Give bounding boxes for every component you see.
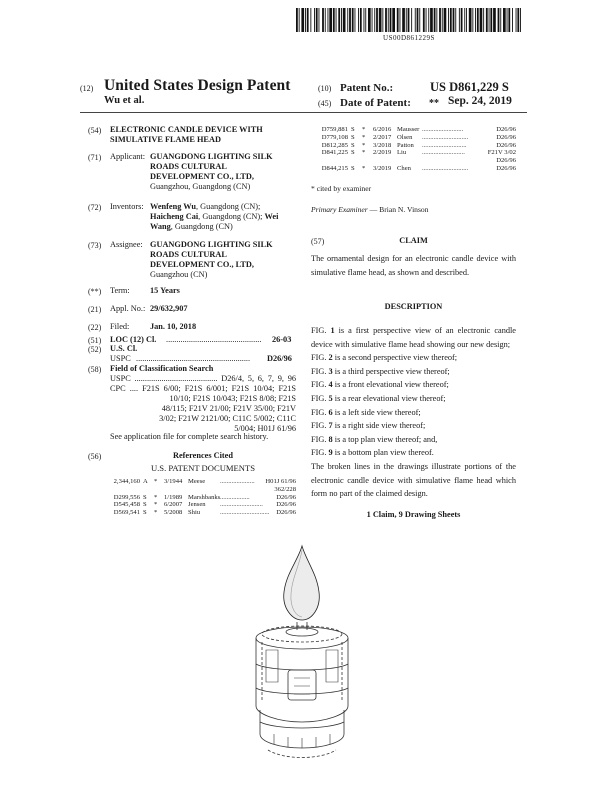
reference-cls: D26/96 bbox=[276, 493, 296, 501]
reference-star: * bbox=[362, 133, 366, 141]
claim-text: The ornamental design for an electronic candle device with simulative flame head, as shown and described. bbox=[311, 254, 516, 277]
figure-description bbox=[311, 351, 516, 365]
reference-date: 2/2017 bbox=[373, 133, 392, 141]
fig-word: FIG. bbox=[311, 366, 327, 376]
fig-number: 4 bbox=[328, 380, 333, 390]
code-57: (57) bbox=[311, 237, 325, 246]
applicant-line2: ROADS CULTURAL bbox=[150, 162, 227, 171]
barcode-bar bbox=[436, 8, 437, 32]
fig-text: is a second perspective view thereof; bbox=[332, 353, 458, 363]
code-10: (10) bbox=[318, 84, 332, 93]
barcode-bar bbox=[299, 8, 300, 32]
invention-title-line2: SIMULATIVE FLAME HEAD bbox=[110, 135, 221, 144]
code-term: (**) bbox=[88, 287, 102, 296]
reference-name: Meese bbox=[188, 478, 206, 485]
figure-description bbox=[311, 324, 516, 351]
barcode-bar bbox=[347, 8, 348, 32]
code-72: (72) bbox=[88, 203, 102, 212]
reference-name: Shiu bbox=[188, 509, 201, 517]
broken-lines-note: The broken lines in the drawings illustrate portions of the electronic candle device with simulative flame head which form no part of the claimed design. bbox=[311, 462, 516, 499]
barcode-bar bbox=[333, 8, 335, 32]
primary-examiner: Primary Examiner — Brian N. Vinson bbox=[311, 205, 429, 214]
barcode-bar bbox=[329, 8, 332, 32]
reference-kind: S bbox=[143, 509, 147, 517]
fig-text: is a left side view thereof; bbox=[332, 407, 421, 417]
fig-word: FIG. bbox=[311, 393, 327, 403]
term-label: Term: bbox=[110, 286, 130, 295]
barcode-bar bbox=[461, 8, 463, 32]
barcode-bar bbox=[417, 8, 419, 32]
fig-text: is a first perspective view of an electronic candle device with simulative flame head showing our new design; bbox=[311, 326, 516, 349]
applicant-line3: DEVELOPMENT CO., LTD, bbox=[150, 172, 254, 181]
barcode-bar bbox=[508, 8, 510, 32]
barcode-bar bbox=[520, 8, 521, 32]
fig-word: FIG. bbox=[311, 421, 327, 431]
applicant-line1: GUANGDONG LIGHTING SILK bbox=[150, 152, 273, 161]
reference-star: * bbox=[154, 501, 158, 509]
barcode-bar bbox=[486, 8, 488, 32]
patent-date: Sep. 24, 2019 bbox=[448, 95, 512, 107]
barcode-bar bbox=[343, 8, 346, 32]
reference-dots: ..................... bbox=[220, 478, 255, 485]
reference-star: * bbox=[154, 478, 158, 485]
reference-cls: D26/96 bbox=[496, 157, 516, 165]
barcode-bar bbox=[489, 8, 490, 32]
barcode-bar bbox=[301, 8, 304, 32]
barcode-bar bbox=[483, 8, 484, 32]
reference-name: Liu bbox=[397, 149, 407, 157]
claim-heading: CLAIM bbox=[399, 236, 428, 245]
barcode-bar bbox=[372, 8, 373, 32]
barcode-bar bbox=[406, 8, 407, 32]
reference-dots: ......................... bbox=[422, 126, 464, 133]
barcode-bar bbox=[322, 8, 324, 32]
figure-description bbox=[311, 378, 516, 392]
barcode-bar bbox=[439, 8, 441, 32]
references-heading: References Cited bbox=[173, 451, 233, 460]
reference-num: D545,458 bbox=[113, 501, 140, 509]
term-value: 15 Years bbox=[150, 286, 180, 295]
figure-description bbox=[311, 433, 516, 447]
reference-date: 6/2016 bbox=[373, 126, 392, 133]
code-21: (21) bbox=[88, 305, 102, 314]
reference-kind: A bbox=[143, 478, 148, 485]
reference-num: D759,881 bbox=[321, 126, 348, 133]
fig-word: FIG. bbox=[311, 448, 327, 458]
reference-cls: D26/96 bbox=[276, 509, 296, 517]
barcode-bar bbox=[316, 8, 318, 32]
fig-text: is a rear elevational view thereof; bbox=[332, 393, 446, 403]
field-cpc-line3: 48/115; F21V 21/00; F21V 35/00; F21V bbox=[161, 404, 296, 413]
barcode-bar bbox=[516, 8, 517, 32]
fig-number: 8 bbox=[328, 434, 333, 444]
description-heading: DESCRIPTION bbox=[384, 302, 443, 311]
field-search-label: Field of Classification Search bbox=[110, 364, 214, 373]
date-label: Date of Patent: bbox=[340, 97, 411, 109]
reference-cls: H01J 61/96 bbox=[265, 478, 296, 485]
patent-number-label: Patent No.: bbox=[340, 82, 394, 94]
field-history-note: See application file for complete search history. bbox=[110, 432, 269, 441]
barcode-bar bbox=[430, 8, 433, 32]
inventor-1: Wenfeng Wu, Guangdong (CN); bbox=[150, 202, 261, 211]
barcode-number: US00D861229S bbox=[383, 34, 435, 42]
reference-num: D569,541 bbox=[113, 509, 140, 517]
fig-word: FIG. bbox=[311, 434, 327, 444]
reference-date: 6/2007 bbox=[164, 501, 183, 509]
barcode bbox=[296, 8, 522, 32]
figure-description bbox=[311, 392, 516, 406]
applicant-line4: Guangzhou, Guangdong (CN) bbox=[150, 182, 251, 191]
fig-word: FIG. bbox=[311, 407, 327, 417]
assignee-line1: GUANGDONG LIGHTING SILK bbox=[150, 240, 273, 249]
appl-label: Appl. No.: bbox=[110, 304, 146, 313]
reference-cls: D26/96 bbox=[496, 141, 516, 149]
reference-star: * bbox=[154, 509, 158, 517]
reference-cls: D26/96 bbox=[496, 133, 516, 141]
invention-title-line1: ELECTRONIC CANDLE DEVICE WITH bbox=[110, 125, 263, 134]
barcode-bar bbox=[464, 8, 465, 32]
barcode-bar bbox=[426, 8, 427, 32]
reference-dots: .................. bbox=[220, 493, 250, 501]
fig-number: 3 bbox=[328, 366, 333, 376]
barcode-bar bbox=[352, 8, 354, 32]
field-cpc-line4: 3/02; F21W 2121/00; C11C 5/002; C11C bbox=[159, 414, 296, 423]
barcode-bar bbox=[512, 8, 513, 32]
reference-dots: .......................... bbox=[422, 149, 465, 157]
reference-cls: D26/96 bbox=[276, 501, 296, 509]
loc-label: LOC (12) Cl. bbox=[110, 335, 157, 344]
barcode-bar bbox=[368, 8, 371, 32]
inventors-short: Wu et al. bbox=[104, 95, 145, 106]
barcode-bar bbox=[355, 8, 356, 32]
fig-number: 1 bbox=[330, 326, 335, 335]
code-45: (45) bbox=[318, 99, 332, 108]
field-uspc-line: USPC ........................................ D26/4, 5, 6, 7, 9, 96 bbox=[110, 374, 296, 383]
inventors-label: Inventors: bbox=[110, 202, 144, 211]
reference-date: 3/2018 bbox=[373, 141, 392, 149]
barcode-bar bbox=[385, 8, 387, 32]
barcode-bar bbox=[503, 8, 506, 32]
filed-label: Filed: bbox=[110, 322, 130, 331]
loc-leader: .............................................. bbox=[166, 335, 262, 344]
barcode-bar bbox=[500, 8, 501, 32]
fig-number: 7 bbox=[328, 421, 333, 431]
assignee-line2: ROADS CULTURAL bbox=[150, 250, 227, 259]
code-51: (51) bbox=[88, 336, 102, 345]
candle-device-drawing bbox=[240, 538, 350, 778]
uscl-label: U.S. Cl. bbox=[110, 344, 138, 353]
barcode-bar bbox=[314, 8, 315, 32]
barcode-bar bbox=[444, 8, 447, 32]
fig-text: is a bottom plan view thereof. bbox=[332, 448, 434, 458]
reference-name: Chen bbox=[397, 165, 411, 172]
barcode-bar bbox=[310, 8, 311, 32]
uscl-sub: USPC bbox=[110, 354, 131, 363]
header-rule bbox=[80, 112, 527, 113]
barcode-bar bbox=[336, 8, 337, 32]
reference-kind: S bbox=[143, 501, 147, 509]
reference-cls: D26/96 bbox=[496, 165, 516, 172]
barcode-bar bbox=[374, 8, 375, 32]
barcode-bar bbox=[307, 8, 309, 32]
reference-num: D299,556 bbox=[113, 493, 140, 501]
reference-star: * bbox=[362, 165, 366, 172]
barcode-bar bbox=[379, 8, 382, 32]
claims-count: 1 Claim, 9 Drawing Sheets bbox=[366, 510, 461, 519]
barcode-bar bbox=[364, 8, 365, 32]
reference-name: Jensen bbox=[188, 501, 206, 509]
reference-kind: S bbox=[351, 165, 355, 172]
barcode-bar bbox=[498, 8, 500, 32]
figure-description bbox=[311, 446, 516, 460]
fig-number: 2 bbox=[328, 353, 333, 363]
reference-date: 1/1989 bbox=[164, 493, 183, 501]
reference-cls: 362/228 bbox=[274, 485, 296, 493]
uscl-value: D26/96 bbox=[267, 354, 292, 363]
barcode-bar bbox=[423, 8, 425, 32]
assignee-line4: Guangzhou (CN) bbox=[150, 270, 208, 279]
barcode-bar bbox=[466, 8, 467, 32]
barcode-bar bbox=[408, 8, 410, 32]
barcode-bar bbox=[469, 8, 472, 32]
document-type: United States Design Patent bbox=[104, 77, 291, 94]
inventor-2: Haicheng Cai, Guangdong (CN); Wei bbox=[150, 212, 279, 221]
barcode-bar bbox=[296, 8, 298, 32]
term-extension-mark: ** bbox=[429, 98, 439, 109]
code-52: (52) bbox=[88, 345, 102, 354]
code-54: (54) bbox=[88, 126, 102, 135]
code-56: (56) bbox=[88, 452, 102, 461]
fig-number: 6 bbox=[328, 407, 333, 417]
assignee-line3: DEVELOPMENT CO., LTD, bbox=[150, 260, 254, 269]
barcode-bar bbox=[338, 8, 340, 32]
code-12: (12) bbox=[80, 84, 94, 93]
barcode-bar bbox=[480, 8, 483, 32]
barcode-bar bbox=[450, 8, 452, 32]
barcode-bar bbox=[507, 8, 508, 32]
field-cpc-line5: 5/004; H01J 61/96 bbox=[234, 424, 296, 433]
barcode-bar bbox=[402, 8, 405, 32]
uscl-leader: ....................................................... bbox=[136, 354, 251, 363]
reference-star: * bbox=[154, 493, 158, 501]
fig-word: FIG. bbox=[311, 326, 327, 335]
barcode-bar bbox=[477, 8, 479, 32]
barcode-bar bbox=[376, 8, 378, 32]
figure-descriptions bbox=[311, 324, 516, 460]
code-71: (71) bbox=[88, 153, 102, 162]
inventor-3: Wang, Guangdong (CN) bbox=[150, 222, 233, 231]
barcode-bar bbox=[419, 8, 420, 32]
reference-num: D841,225 bbox=[321, 149, 348, 157]
barcode-bar bbox=[319, 8, 320, 32]
barcode-bar bbox=[448, 8, 449, 32]
reference-dots: .......................... bbox=[220, 501, 263, 509]
reference-name: Mausser bbox=[397, 126, 420, 133]
reference-kind: S bbox=[351, 149, 355, 157]
figure-description bbox=[311, 419, 516, 433]
fig-text: is a top plan view thereof; and, bbox=[332, 434, 438, 444]
reference-cls: F21V 3/02 bbox=[487, 149, 516, 157]
barcode-bar bbox=[390, 8, 392, 32]
patent-number: US D861,229 S bbox=[430, 80, 509, 94]
barcode-bar bbox=[459, 8, 460, 32]
loc-value: 26-03 bbox=[272, 335, 292, 344]
fig-word: FIG. bbox=[311, 380, 327, 390]
barcode-bar bbox=[360, 8, 362, 32]
barcode-bar bbox=[490, 8, 492, 32]
barcode-bar bbox=[434, 8, 436, 32]
barcode-bar bbox=[392, 8, 395, 32]
barcode-bar bbox=[365, 8, 366, 32]
fig-number: 5 bbox=[328, 393, 333, 403]
barcode-bar bbox=[472, 8, 473, 32]
barcode-bar bbox=[411, 8, 412, 32]
reference-date: 3/2019 bbox=[373, 165, 392, 172]
barcode-bar bbox=[305, 8, 306, 32]
barcode-bar bbox=[341, 8, 342, 32]
reference-star: * bbox=[362, 149, 366, 157]
reference-cls: D26/96 bbox=[496, 126, 516, 133]
reference-name: Olsen bbox=[397, 133, 413, 141]
barcode-bar bbox=[358, 8, 359, 32]
us-patent-docs-heading: U.S. PATENT DOCUMENTS bbox=[150, 463, 256, 473]
barcode-bar bbox=[349, 8, 351, 32]
barcode-bar bbox=[475, 8, 476, 32]
reference-kind: S bbox=[351, 133, 355, 141]
barcode-bar bbox=[428, 8, 429, 32]
figure-description bbox=[311, 365, 516, 379]
barcode-bar bbox=[400, 8, 401, 32]
reference-dots: .............................. bbox=[220, 509, 270, 517]
barcode-bar bbox=[382, 8, 383, 32]
code-22: (22) bbox=[88, 323, 102, 332]
cited-by-examiner: * cited by examiner bbox=[311, 184, 372, 193]
barcode-bar bbox=[415, 8, 416, 32]
barcode-bar bbox=[493, 8, 496, 32]
assignee-label: Assignee: bbox=[110, 240, 143, 249]
barcode-bar bbox=[397, 8, 399, 32]
fig-number: 9 bbox=[328, 448, 333, 458]
reference-date: 5/2008 bbox=[164, 509, 183, 517]
barcode-bar bbox=[325, 8, 326, 32]
barcode-bar bbox=[388, 8, 389, 32]
barcode-bar bbox=[442, 8, 443, 32]
reference-name: Marshbanks bbox=[188, 493, 221, 501]
reference-num: D779,108 bbox=[321, 133, 348, 141]
code-58: (58) bbox=[88, 365, 102, 374]
appl-value: 29/632,907 bbox=[150, 304, 188, 313]
fig-text: is a front elevational view thereof; bbox=[332, 380, 449, 390]
barcode-bar bbox=[517, 8, 519, 32]
reference-dots: ........................... bbox=[422, 141, 467, 149]
barcode-bar bbox=[455, 8, 456, 32]
fig-text: is a third perspective view thereof; bbox=[332, 366, 450, 376]
reference-kind: S bbox=[143, 493, 147, 501]
filed-value: Jan. 10, 2018 bbox=[150, 322, 197, 331]
applicant-label: Applicant: bbox=[110, 152, 146, 161]
reference-date: 3/1944 bbox=[164, 478, 183, 485]
reference-num: D812,285 bbox=[321, 141, 348, 149]
reference-dots: ............................ bbox=[422, 165, 469, 172]
barcode-bar bbox=[328, 8, 329, 32]
reference-star: * bbox=[362, 126, 366, 133]
fig-word: FIG. bbox=[311, 353, 327, 363]
reference-kind: S bbox=[351, 126, 355, 133]
field-cpc-line2: 10/10; F21S 10/043; F21S 8/08; F21S bbox=[169, 394, 296, 403]
reference-num: D844,215 bbox=[321, 165, 348, 172]
figure-description bbox=[311, 406, 516, 420]
reference-num: 2,344,160 bbox=[113, 478, 140, 485]
reference-date: 2/2019 bbox=[373, 149, 392, 157]
reference-star: * bbox=[362, 141, 366, 149]
barcode-bar bbox=[453, 8, 455, 32]
reference-name: Patton bbox=[397, 141, 414, 149]
field-cpc-line1: CPC .... F21S 6/00; F21S 6/001; F21S 10/04; F21S bbox=[110, 384, 296, 393]
code-73: (73) bbox=[88, 241, 102, 250]
reference-kind: S bbox=[351, 141, 355, 149]
reference-dots: ............................ bbox=[422, 133, 469, 141]
fig-text: is a right side view thereof; bbox=[332, 421, 426, 431]
